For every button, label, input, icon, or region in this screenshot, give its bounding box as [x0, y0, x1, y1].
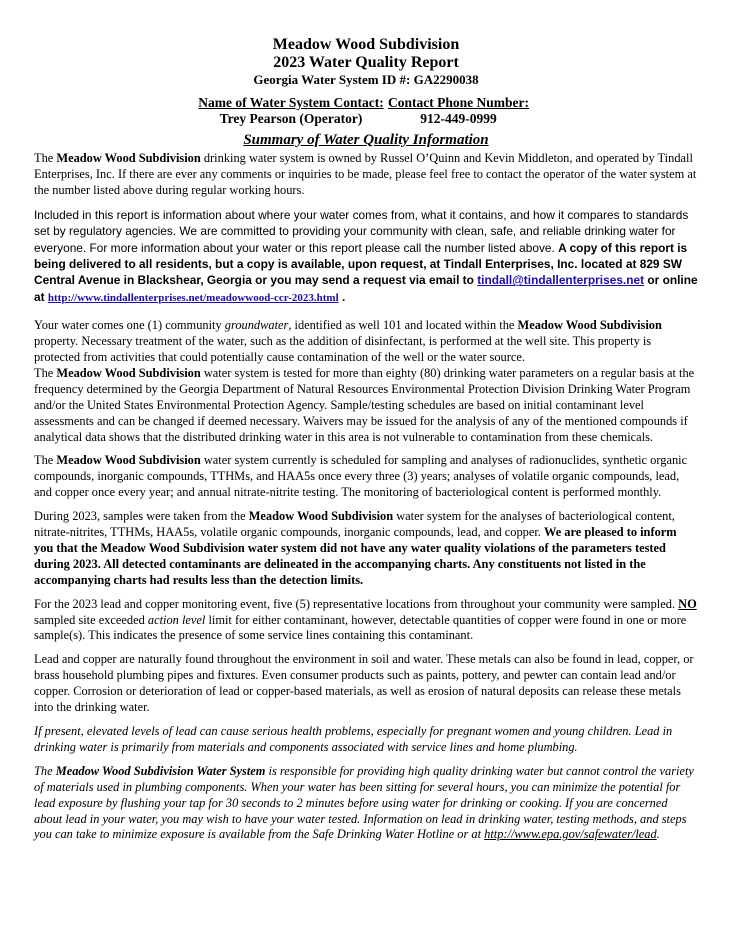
report-url-link[interactable]: http://www.tindallenterprises.net/meadowwood-ccr-2023.html: [47, 291, 339, 304]
paragraph-lead-health: If present, elevated levels of lead can cause serious health problems, especially for pregnant women and young children. Lead in drinking water is primarily from materials and components associated with service lines and home plumbing.: [34, 724, 673, 754]
text: .: [338, 289, 346, 304]
text: property. Necessary treatment of the water, such as the addition of disinfectant, is performed at the well site. This property is protected from activities that could potentially cause contamination of the well or the water source.: [34, 334, 652, 364]
system-name: Meadow Wood Subdivision: [248, 509, 394, 524]
summary-heading: Summary of Water Quality Information: [243, 132, 489, 148]
text: The: [34, 365, 57, 380]
emphasis-no: NO: [678, 596, 697, 611]
paragraph-ownership: [34, 151, 698, 199]
text: During 2023, samples were taken from the: [34, 509, 249, 524]
text: or online at: [34, 273, 698, 304]
system-name: Meadow Wood Subdivision Water System: [55, 763, 266, 778]
water-system-id: Georgia Water System ID #: GA2290038: [253, 72, 479, 87]
text: The: [34, 453, 57, 468]
text: sampled site exceeded: [34, 612, 148, 627]
no-violations-statement: We are pleased to inform you that the Meadow Wood Subdivision water system did not have any water quality violations of the parameters tested during 2023. All detected contaminants are delineated in the accompanying charts. Any constituents not listed in the accompanying charts had results less than the detection limits.: [34, 525, 677, 587]
contact-phone-column: [386, 95, 531, 127]
paragraph-2023-samples: [34, 509, 698, 589]
text: Included in this report is information about where your water comes from, what it contains, and how it compares to standards set by regulatory agencies. We are committed to providing your community with clean, safe, and reliable drinking water for everyone. For more information about your water or this report please call the number listed above.: [34, 207, 689, 255]
system-name: Meadow Wood Subdivision: [56, 453, 201, 468]
contact-name-value: Trey Pearson (Operator): [219, 111, 363, 126]
paragraph-schedule: [34, 453, 698, 501]
text: drinking water system is owned by Russel O’Quinn and Kevin Middleton, and operated by Tindall Enterprises, Inc. If there are ever any comments or inquiries to be made, please feel free to contact the operator of the water system at the number listed above during regular working hours.: [34, 151, 697, 197]
text: limit for either contaminant, however, detectable quantities of copper were found in one or more sample(s). This indicates the presence of some service lines containing this contaminant.: [34, 612, 687, 643]
system-name: Meadow Wood Subdivision: [517, 318, 662, 333]
text: water system currently is scheduled for sampling and analyses of radionuclides, synthetic organic compounds, inorganic compounds, TTHMs, and HAA5s once every three (3) years; analyses of volatile organic compounds, lead, and copper once every year; and annual nitrate-nitrite testing. The monitoring of bacteriological content is performed monthly.: [34, 453, 688, 500]
paragraph-lead-copper-monitoring: [34, 597, 698, 645]
text: is responsible for providing high quality drinking water but cannot control the variety of materials used in plumbing components. When your water has been sitting for several hours, you can minimize the potential for lead exposure by flushing your tap for 30 seconds to 2 minutes before using water for drinking or cooking. If you are concerned about lead in your water, you may wish to have your water tested. Information on lead in drinking water, testing methods, and steps you can take to minimize exposure is available from the Safe Drinking Water Hotline or at: [34, 763, 694, 842]
report-title: Meadow Wood Subdivision: [272, 36, 460, 53]
paragraph-lead-responsibility: [34, 764, 698, 844]
paragraph-water-source: [34, 318, 698, 366]
epa-lead-link[interactable]: http://www.epa.gov/safewater/lead: [484, 827, 657, 842]
text: water system is tested for more than eighty (80) drinking water parameters on a regular basis at the frequency determined by the Georgia Department of Natural Resources Environmental Protection Division Drinking Water Program and/or the United States Environmental Protection Agency. Sample/testing schedules are based on initial contaminant level assessments and can be changed if deemed necessary. Waivers may be issued for the analysis of any of the mentioned compounds if analytical data shows that the distributed drinking water in this area is not vulnerable to contamination from these chemicals.: [34, 365, 695, 444]
contact-block: [34, 95, 698, 129]
action-level-term: action level: [147, 612, 206, 627]
paragraph-report-info: [34, 207, 698, 306]
report-page: [34, 36, 698, 843]
text: The: [34, 763, 56, 778]
system-name: Meadow Wood Subdivision: [56, 365, 201, 380]
email-link[interactable]: tindall@tindallenterprises.net: [477, 273, 645, 288]
paragraph-lead-copper-sources: Lead and copper are naturally found throughout the environment in soil and water. These metals can also be found in lead, copper, or brass household plumbing pipes and fixtures. Even consumer products such as paints, pottery, and pewter can contain lead and/or copper. Corrosion or deterioration of lead or copper-based materials, as well as erosion of natural deposits can release these metals into the drinking water.: [34, 652, 694, 715]
text: , identified as well 101 and located within the: [288, 318, 518, 333]
paragraph-testing: [34, 366, 698, 446]
text: .: [656, 827, 660, 842]
text: For the 2023 lead and copper monitoring event, five (5) representative locations from throughout your community were sampled.: [34, 596, 679, 611]
source-type: groundwater: [224, 318, 289, 333]
system-name: Meadow Wood Subdivision: [56, 151, 201, 165]
text: water system for the analyses of bacteriological content, nitrate-nitrites, TTHMs, HAA5s, volatile organic compounds, inorganic compounds, lead, and copper.: [34, 509, 675, 540]
report-subtitle: 2023 Water Quality Report: [273, 54, 459, 71]
contact-phone-label: Contact Phone Number:: [388, 95, 529, 110]
contact-phone-value: 912-449-0999: [420, 111, 497, 126]
contact-name-column: [196, 95, 386, 127]
contact-name-label: Name of Water System Contact:: [198, 95, 384, 110]
text: The: [34, 151, 57, 165]
report-availability-text: A copy of this report is being delivered to all residents, but a copy is available, upon request, at Tindall Enterprises, Inc. located at 829 SW Central Avenue in Blackshear, Georgia or you may send a request via email to: [34, 240, 688, 288]
text: Your water comes one (1) community: [34, 318, 225, 333]
